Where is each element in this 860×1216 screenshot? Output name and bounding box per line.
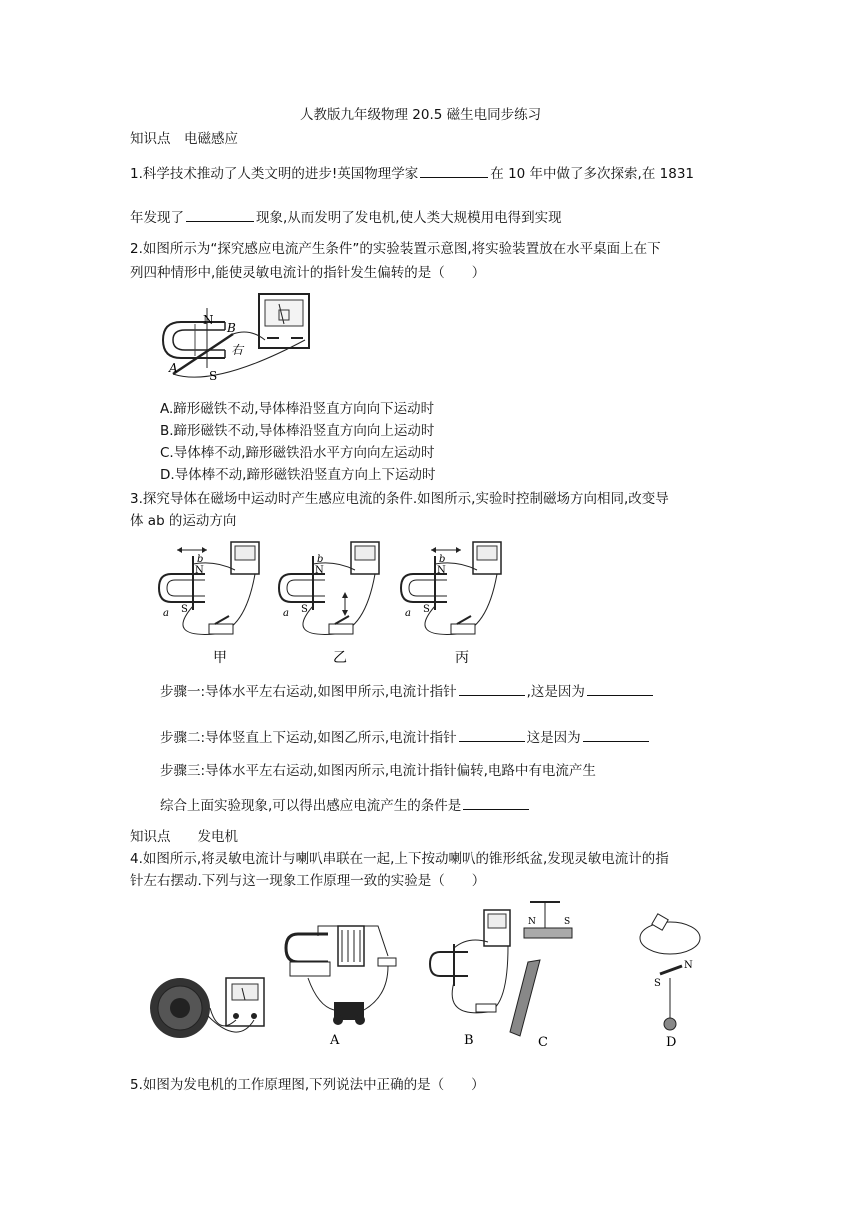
q1-text-d: 现象,从而发明了发电机,使人类大规模用电得到实现 — [256, 210, 562, 226]
q4-label-c: C — [538, 1035, 548, 1050]
q3-bing-s: S — [423, 604, 430, 615]
question-5-line-1: 5.如图为发电机的工作原理图,下列说法中正确的是（ ） — [130, 1077, 485, 1093]
q2-label-a: A — [169, 361, 178, 375]
page-title: 人教版九年级物理 20.5 磁生电同步练习 — [300, 107, 542, 123]
q1-blank-2[interactable] — [186, 208, 254, 222]
q4-option-a-figure — [286, 926, 396, 1048]
q4-c-s-top: S — [564, 917, 571, 927]
q3-yi-n: N — [315, 565, 324, 576]
q3-step-2 — [160, 728, 651, 747]
q3-step2-text-a: 步骤二:导体竖直上下运动,如图乙所示,电流计指针 — [160, 730, 457, 746]
section-heading-electromagnetic-induction: 知识点 电磁感应 — [130, 131, 238, 147]
q4-option-c-figure — [510, 902, 572, 1050]
q3-yi-b: b — [317, 554, 324, 565]
question-4-line-2: 针左右摆动.下列与这一现象工作原理一致的实验是（ ） — [130, 873, 486, 889]
q2-label-s: S — [209, 369, 218, 383]
q2-option-c[interactable]: C.导体棒不动,蹄形磁铁沿水平方向向左运动时 — [160, 445, 435, 461]
q1-text-c: 年发现了 — [130, 210, 184, 226]
q4-figure — [148, 896, 720, 1060]
q3-label-bing: 丙 — [455, 650, 469, 666]
q4-c-n-top: N — [528, 917, 536, 927]
q3-jia-s: S — [181, 604, 188, 615]
q3-label-yi: 乙 — [333, 650, 347, 666]
question-2-line-1: 2.如图所示为“探究感应电流产生条件”的实验装置示意图,将实验装置放在水平桌面上在下 — [130, 241, 661, 257]
q3-step1-blank-2[interactable] — [587, 682, 653, 696]
q3-apparatus-yi — [279, 542, 379, 634]
q3-bing-a: a — [405, 608, 411, 619]
q3-step2-text-b: 这是因为 — [526, 730, 581, 746]
q3-jia-b: b — [197, 554, 204, 565]
question-1-line-2 — [130, 208, 562, 227]
q2-label-right: 右 — [231, 343, 244, 357]
q2-option-b[interactable]: B.蹄形磁铁不动,导体棒沿竖直方向向上运动时 — [160, 423, 435, 439]
q3-apparatus-jia — [159, 542, 259, 634]
q4-option-b-figure — [430, 910, 510, 1048]
q4-label-d: D — [666, 1035, 677, 1050]
q2-option-d[interactable]: D.导体棒不动,蹄形磁铁沿竖直方向上下运动时 — [160, 467, 436, 483]
question-3-line-2: 体 ab 的运动方向 — [130, 513, 237, 529]
q3-bing-b: b — [439, 554, 446, 565]
q3-step2-blank-1[interactable] — [459, 728, 525, 742]
q3-conclusion-text: 综合上面实验现象,可以得出感应电流产生的条件是 — [160, 798, 462, 814]
question-1-line-1 — [130, 164, 694, 183]
q4-label-b: B — [464, 1033, 474, 1048]
section-heading-generator: 知识点 发电机 — [130, 829, 238, 845]
q2-label-n: N — [203, 313, 214, 327]
q3-step1-text-a: 步骤一:导体水平左右运动,如图甲所示,电流计指针 — [160, 684, 457, 700]
question-2-line-2: 列四种情形中,能使灵敏电流计的指针发生偏转的是（ ） — [130, 265, 486, 281]
q1-blank-1[interactable] — [420, 164, 488, 178]
q3-step2-blank-2[interactable] — [583, 728, 649, 742]
q3-yi-s: S — [301, 604, 308, 615]
q2-label-b: B — [227, 321, 236, 335]
q3-apparatus-bing — [401, 542, 501, 634]
q3-figure — [155, 538, 515, 670]
q3-jia-a: a — [163, 608, 169, 619]
q4-d-s: S — [654, 978, 661, 989]
q3-jia-n: N — [195, 565, 204, 576]
question-3-line-1: 3.探究导体在磁场中运动时产生感应电流的条件.如图所示,实验时控制磁场方向相同,改变导 — [130, 491, 669, 507]
q3-bing-n: N — [437, 565, 446, 576]
q1-text-a: 1.科学技术推动了人类文明的进步!英国物理学家 — [130, 166, 419, 182]
q3-step-1 — [160, 682, 655, 701]
q3-conclusion-blank[interactable] — [463, 796, 529, 810]
q2-figure — [155, 288, 315, 388]
q3-yi-a: a — [283, 608, 289, 619]
q4-speaker-galvanometer — [150, 978, 264, 1038]
question-4-line-1: 4.如图所示,将灵敏电流计与喇叭串联在一起,上下按动喇叭的锥形纸盆,发现灵敏电流计的指 — [130, 851, 669, 867]
q4-label-a: A — [330, 1033, 340, 1048]
q3-label-jia: 甲 — [213, 650, 227, 666]
q1-text-b: 在 10 年中做了多次探索,在 1831 — [490, 166, 694, 182]
q3-conclusion — [160, 796, 531, 815]
q4-d-n: N — [684, 960, 693, 971]
q3-step-3: 步骤三:导体水平左右运动,如图丙所示,电流计指针偏转,电路中有电流产生 — [160, 763, 596, 779]
q3-step1-text-b: ,这是因为 — [526, 684, 585, 700]
q3-step1-blank-1[interactable] — [459, 682, 525, 696]
q4-option-d-figure — [640, 914, 700, 1050]
q2-option-a[interactable]: A.蹄形磁铁不动,导体棒沿竖直方向向下运动时 — [160, 401, 435, 417]
